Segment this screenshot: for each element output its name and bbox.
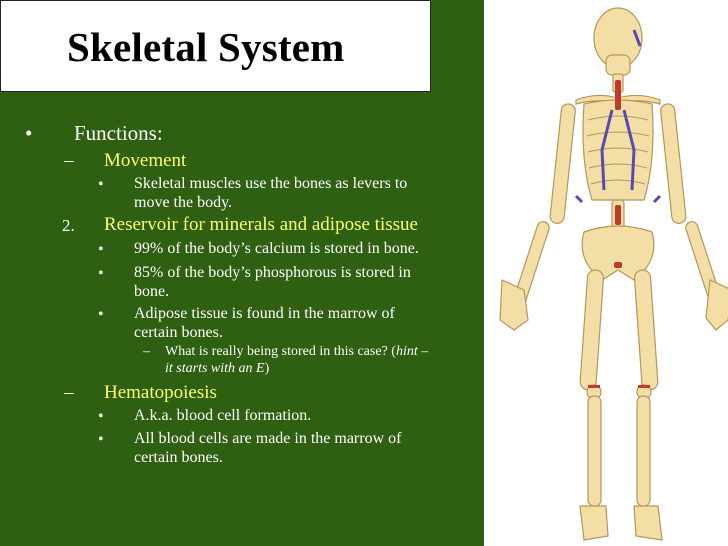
bullet-marker: • <box>98 408 104 425</box>
bullet-marker: • <box>98 431 104 448</box>
number-marker: 2. <box>62 216 75 235</box>
hint-dash: – <box>417 344 429 359</box>
phosphorous-line-1: 85% of the body’s phosphorous is stored in <box>134 264 411 281</box>
hint-text: it starts with an E <box>165 361 265 376</box>
question-line-2 <box>165 361 269 377</box>
dash-marker: – <box>64 382 74 403</box>
question-text: What is really being stored in this case? ( <box>165 344 396 359</box>
bullet-marker: • <box>98 176 104 193</box>
dash-marker: – <box>64 150 74 171</box>
calcium-line: 99% of the body’s calcium is stored in bone. <box>134 240 419 257</box>
blood-cells-line-2: certain bones. <box>134 449 223 466</box>
hint-word: hint <box>395 344 418 359</box>
skeleton-illustration <box>484 0 728 546</box>
adipose-line-2: certain bones. <box>134 324 223 341</box>
question-close: ) <box>264 361 270 376</box>
movement-heading: Movement <box>104 150 187 171</box>
bullet-marker: • <box>98 306 104 323</box>
dash-marker: – <box>143 344 150 359</box>
phosphorous-line-2: bone. <box>134 283 170 300</box>
skeleton-panel <box>484 0 728 546</box>
reservoir-heading: Reservoir for minerals and adipose tissue <box>104 214 418 235</box>
blood-cells-line-1: All blood cells are made in the marrow of <box>134 430 402 447</box>
movement-detail-line-1: Skeletal muscles use the bones as levers to <box>134 175 408 192</box>
movement-detail-line-2: move the body. <box>134 194 233 211</box>
bullet-marker: • <box>98 241 104 258</box>
adipose-line-1: Adipose tissue is found in the marrow of <box>134 305 395 322</box>
aka-line: A.k.a. blood cell formation. <box>134 407 312 424</box>
question-line-1 <box>165 344 428 360</box>
title-box <box>0 0 431 92</box>
page-title: Skeletal System <box>67 24 345 70</box>
functions-heading: Functions: <box>74 121 163 145</box>
bullet-marker: • <box>25 121 33 145</box>
hematopoiesis-heading: Hematopoiesis <box>104 382 217 403</box>
bullet-marker: • <box>98 265 104 282</box>
